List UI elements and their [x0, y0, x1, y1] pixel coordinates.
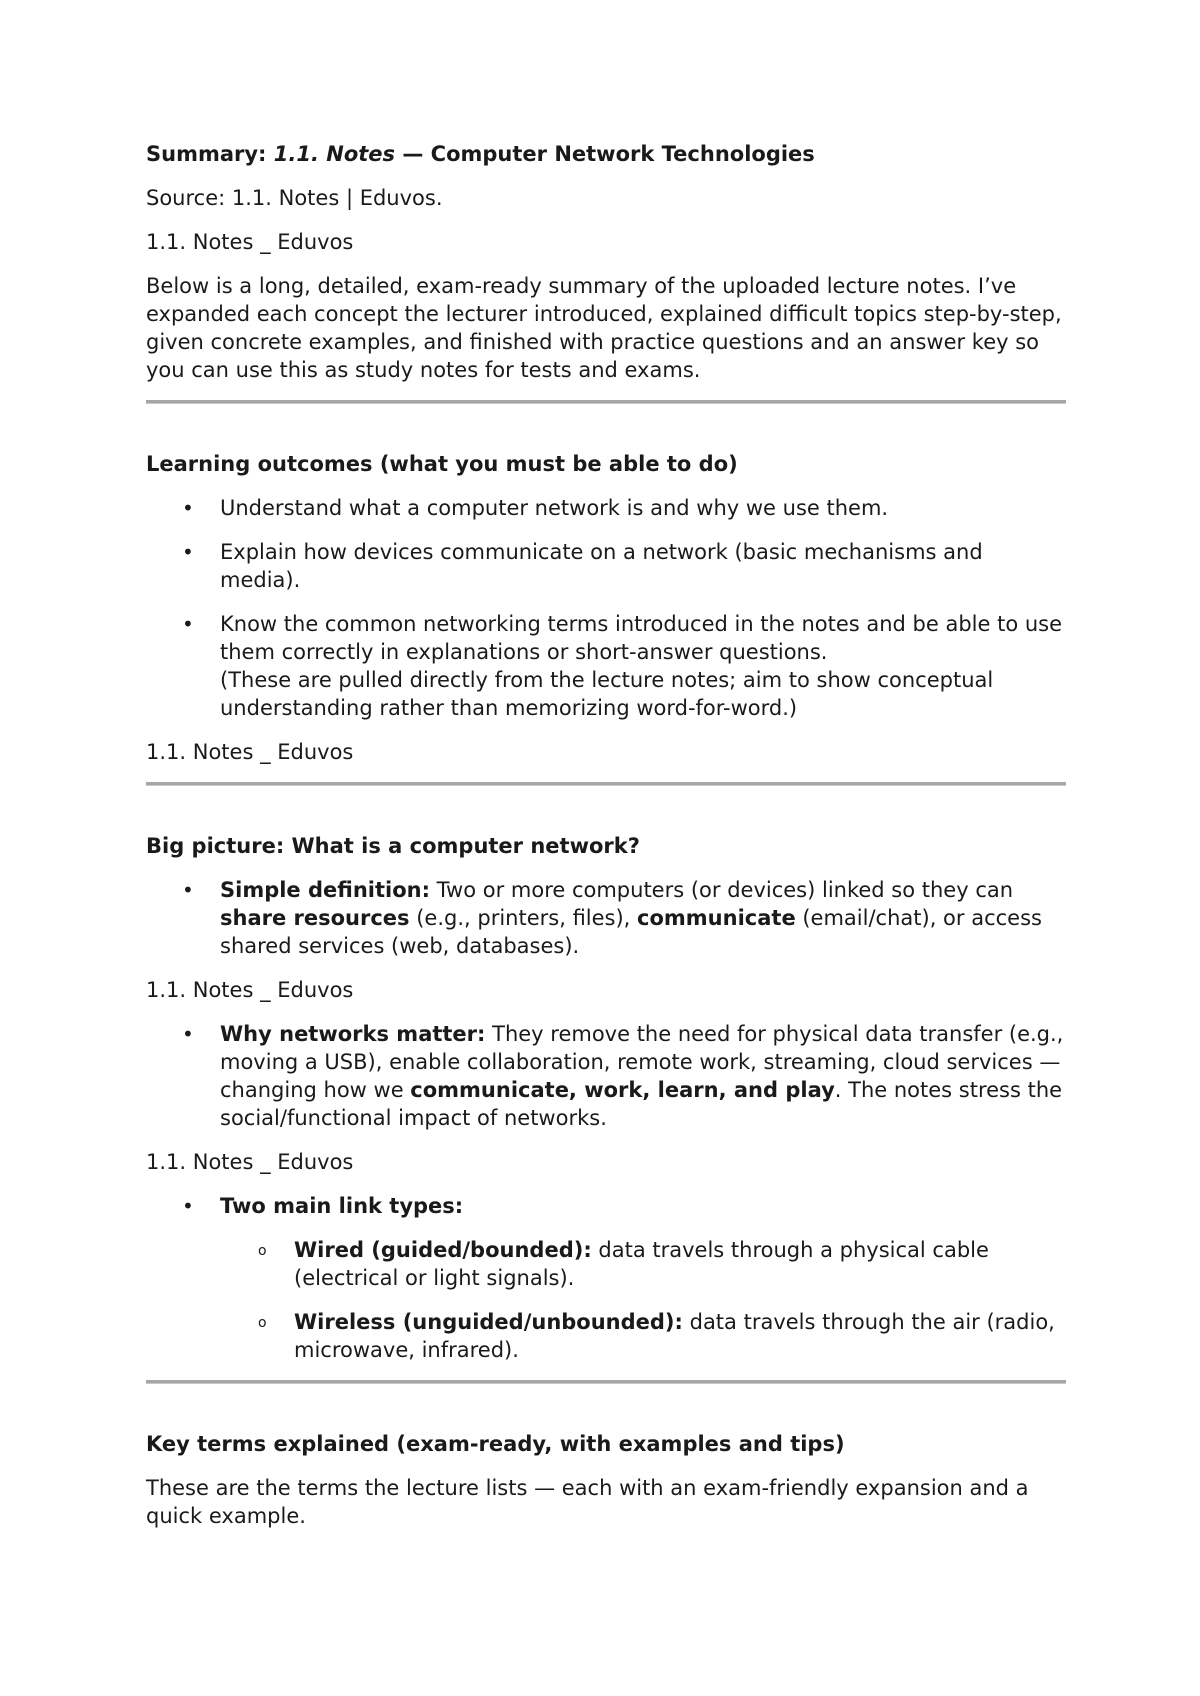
sub-bullet-icon: o — [258, 1315, 267, 1331]
link-types-sublist — [220, 1236, 1066, 1364]
sub-bullet-icon: o — [258, 1243, 267, 1259]
title-italic: 1.1. Notes — [273, 142, 396, 166]
learning-outcomes-list — [146, 494, 1066, 722]
list-item: • Why networks matter: They remove the need for physical data transfer (e.g., moving a USB), enable collaboration, remote work, streaming, cloud services — changing how we communicate, work, learn, and play. The notes stress the social/functional impact of networks. — [182, 1022, 1064, 1130]
list-item: • Understand what a computer network is and why we use them. — [182, 496, 889, 520]
bullet-icon: • — [182, 1194, 194, 1218]
document-title: Summary: 1.1. Notes — Computer Network Technologies — [146, 142, 815, 166]
sub-list-item: o Wired (guided/bounded): data travels through a physical cable (electrical or light signals). — [258, 1238, 989, 1290]
horizontal-rule — [146, 782, 1066, 786]
section-heading-big-picture: Big picture: What is a computer network? — [146, 834, 640, 858]
intro-paragraph: Below is a long, detailed, exam-ready summary of the uploaded lecture notes. I’ve expanded each concept the lecturer introduced, explained difficult topics step-by-step, given concrete examples, and finished with practice questions and an answer key so you can use this as study notes for tests and exams. — [146, 274, 1062, 382]
bullet-icon: • — [182, 612, 194, 636]
document-page — [146, 140, 1066, 1546]
horizontal-rule — [146, 400, 1066, 404]
reference-line: 1.1. Notes _ Eduvos — [146, 230, 354, 254]
list-item: • Simple definition: Two or more computers (or devices) linked so they can share resources (e.g., printers, files), communicate (email/chat), or access shared services (web, databases). — [182, 878, 1042, 958]
bullet-icon: • — [182, 878, 194, 902]
list-item: • Two main link types: o Wired (guided/bounded): data travels through a physical cable (electrical or light signals). o Wireless (unguided/unbounded): data travels through the air (radio, microwave, infrared). — [146, 1192, 1066, 1364]
horizontal-rule — [146, 1380, 1066, 1384]
big-picture-list — [146, 876, 1066, 960]
source-line: Source: 1.1. Notes | Eduvos. — [146, 186, 443, 210]
big-picture-list — [146, 1020, 1066, 1132]
learning-note: (These are pulled directly from the lecture notes; aim to show conceptual understanding rather than memorizing word-for-word.) — [220, 668, 994, 720]
section-heading-learning-outcomes: Learning outcomes (what you must be able to do) — [146, 452, 738, 476]
bullet-icon: • — [182, 540, 194, 564]
reference-line: 1.1. Notes _ Eduvos — [146, 978, 354, 1002]
big-picture-list — [146, 1192, 1066, 1364]
bullet-icon: • — [182, 1022, 194, 1046]
key-terms-intro: These are the terms the lecture lists — each with an exam-friendly expansion and a quick example. — [146, 1476, 1029, 1528]
list-item: • Explain how devices communicate on a network (basic mechanisms and media). — [182, 540, 983, 592]
sub-list-item: o Wireless (unguided/unbounded): data travels through the air (radio, microwave, infrared). — [258, 1310, 1055, 1362]
reference-line: 1.1. Notes _ Eduvos — [146, 740, 354, 764]
section-heading-key-terms: Key terms explained (exam-ready, with examples and tips) — [146, 1432, 845, 1456]
list-item: • Know the common networking terms introduced in the notes and be able to use them correctly in explanations or short-answer questions. (These are pulled directly from the lecture notes; aim to show conceptual understanding rather than memorizing word-for-word.) — [182, 612, 1063, 720]
reference-line: 1.1. Notes _ Eduvos — [146, 1150, 354, 1174]
bullet-icon: • — [182, 496, 194, 520]
